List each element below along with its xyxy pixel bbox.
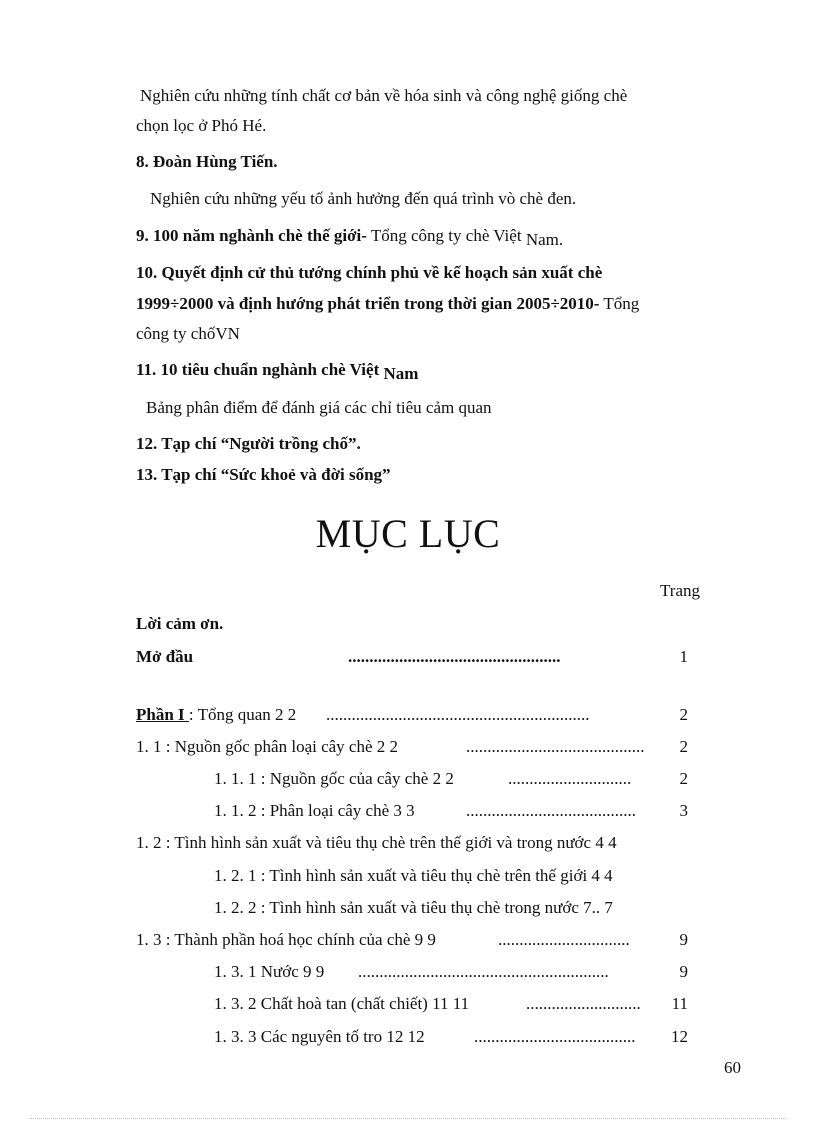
toc-dots: ............................. — [508, 769, 632, 788]
toc-row-1-2: 1. 2 : Tình hình sản xuất và tiêu thụ chè trên thế giới và trong nước 4 4 — [136, 833, 617, 852]
ref-11-desc: Bảng phân điểm để đánh giá các chỉ tiêu cảm quan — [146, 398, 492, 417]
toc-label — [136, 705, 296, 725]
ref-10-line1: 10. Quyết định cử thủ tướng chính phủ về kế hoạch sản xuất chè — [136, 263, 603, 282]
ref-13: 13. Tạp chí “Sức khoẻ và đời sống” — [136, 465, 391, 484]
page-number: 60 — [724, 1058, 741, 1077]
toc-page: 2 — [679, 737, 688, 756]
ref-10-line3: công ty chốVN — [136, 324, 240, 343]
ref-9-rest: Tổng công ty chè Việt — [366, 226, 526, 245]
toc-dots: .............................................................. — [326, 705, 590, 724]
toc-page-header: Trang — [660, 581, 700, 600]
toc-dots: ........................................ — [466, 801, 636, 820]
toc-loi-cam-on: Lời cảm ơn. — [136, 614, 224, 633]
toc-page: 3 — [679, 801, 688, 820]
toc-row-1-1 — [136, 737, 688, 757]
toc-page: 11 — [671, 994, 688, 1013]
toc-row-1-3-3 — [214, 1027, 688, 1047]
toc-row-1-2-2: 1. 2. 2 : Tình hình sản xuất và tiêu thụ chè trong nước 7.. 7 — [214, 898, 613, 917]
ref-7-desc-line2: chọn lọc ở Phó Hé. — [136, 116, 267, 135]
ref-11 — [136, 360, 419, 383]
toc-label: 1. 3. 1 Nước 9 9 — [214, 962, 325, 981]
toc-page: 1 — [679, 647, 688, 666]
ref-9-sub: Nam. — [525, 230, 564, 249]
ref-11-sub: Nam — [383, 364, 419, 383]
toc-row-1-3 — [136, 930, 688, 950]
toc-row-mo-dau — [136, 647, 688, 667]
ref-9 — [136, 226, 564, 249]
toc-page: 2 — [679, 705, 688, 724]
toc-label-rest: : Tổng quan 2 2 — [188, 705, 297, 724]
toc-page: 12 — [671, 1027, 688, 1046]
toc-label: Mở đầu — [136, 647, 194, 666]
ref-12: 12. Tạp chí “Người trồng chố”. — [136, 434, 361, 453]
ref-7-desc-line1: Nghiên cứu những tính chất cơ bản về hóa sinh và công nghệ giống chè — [140, 86, 628, 105]
toc-label: 1. 3 : Thành phần hoá học chính của chè 9 9 — [136, 930, 436, 949]
ref-10-line2-bold: 1999÷2000 và định hướng phát triển trong thời gian 2005÷2010- — [136, 294, 600, 313]
toc-label: 1. 1. 2 : Phân loại cây chè 3 3 — [214, 801, 415, 820]
toc-row-1-1-2 — [214, 801, 688, 821]
toc-page: 9 — [679, 962, 688, 981]
toc-dots: ...................................... — [474, 1027, 636, 1046]
toc-dots: .................................................. — [348, 647, 561, 666]
ref-10-line2 — [136, 294, 639, 314]
ref-8-title: 8. Đoàn Hùng Tiến. — [136, 152, 278, 171]
toc-dots: ............................... — [498, 930, 630, 949]
toc-label: 1. 3. 2 Chất hoà tan (chất chiết) 11 11 — [214, 994, 470, 1013]
toc-dots: ........................................................... — [358, 962, 609, 981]
toc-row-1-2-1: 1. 2. 1 : Tình hình sản xuất và tiêu thụ chè trên thế giới 4 4 — [214, 866, 613, 885]
toc-row-1-3-2 — [214, 994, 688, 1014]
toc-page: 9 — [679, 930, 688, 949]
toc-row-phan-1 — [136, 705, 688, 725]
toc-label: 1. 1. 1 : Nguồn gốc của cây chè 2 2 — [214, 769, 454, 788]
toc-page: 2 — [679, 769, 688, 788]
ref-10-line2-rest: Tổng — [599, 294, 640, 313]
page-bottom-rule — [30, 1118, 786, 1119]
toc-label: 1. 3. 3 Các nguyên tố tro 12 12 — [214, 1027, 425, 1046]
toc-label-bold: Phần I — [136, 705, 189, 724]
ref-11-bold: 11. 10 tiêu chuẩn nghành chè Việt — [136, 360, 384, 379]
toc-row-1-1-1 — [214, 769, 688, 789]
ref-8-desc: Nghiên cứu những yếu tố ảnh hưởng đến quá trình vò chè đen. — [150, 189, 577, 208]
toc-dots: ........................... — [526, 994, 641, 1013]
toc-row-1-3-1 — [214, 962, 688, 982]
toc-label: 1. 1 : Nguồn gốc phân loại cây chè 2 2 — [136, 737, 399, 756]
toc-title: MỤC LỤC — [315, 511, 501, 556]
toc-dots: .......................................... — [466, 737, 645, 756]
ref-9-bold: 9. 100 năm nghành chè thế giới- — [136, 226, 367, 245]
